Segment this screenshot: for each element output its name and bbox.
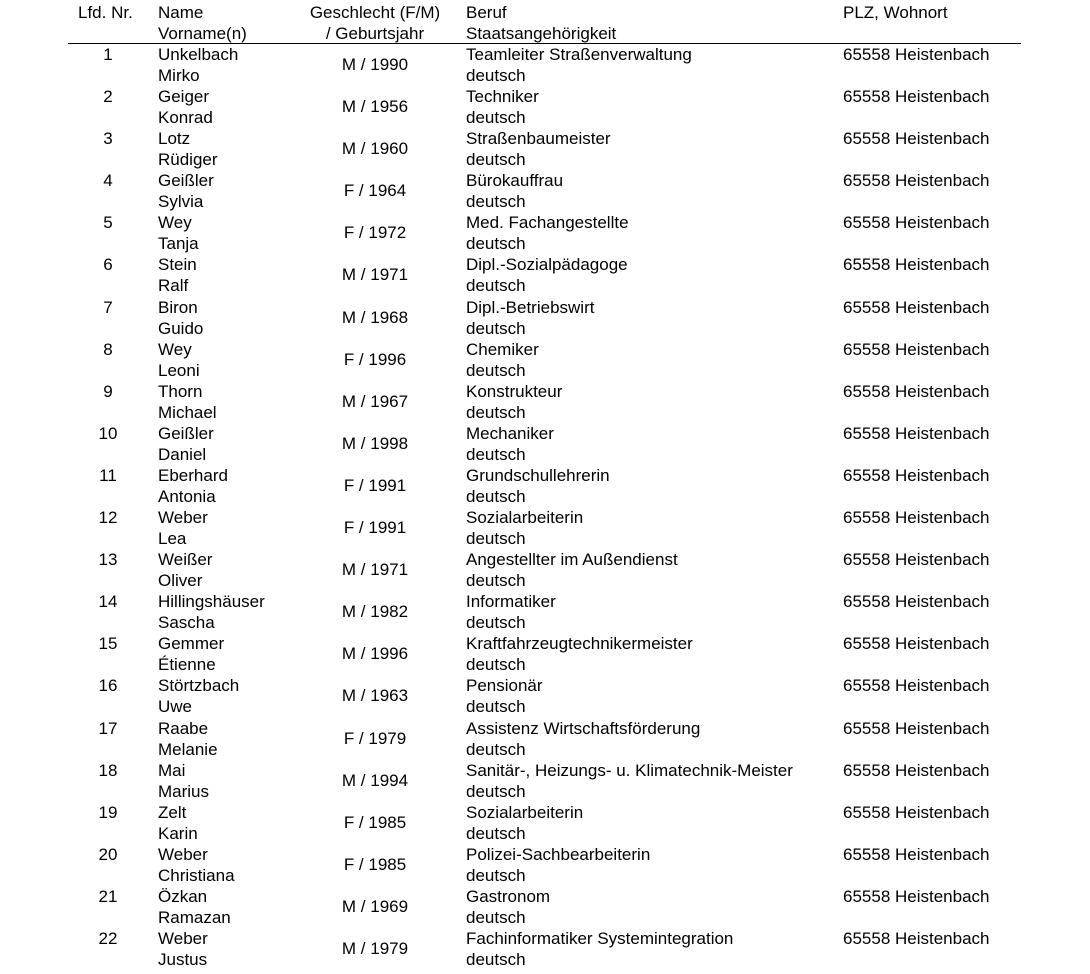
row-nr: 1 (103, 45, 113, 64)
row-job: Med. Fachangestellte (466, 213, 629, 233)
row-nr: 5 (103, 213, 113, 233)
row-last-name: Wey (158, 339, 192, 359)
row-job: Assistenz Wirtschaftsförderung (466, 718, 701, 738)
row-first-name: Antonia (158, 486, 216, 506)
row-job: Pensionär (466, 676, 543, 696)
row-nationality: deutsch (466, 529, 526, 549)
row-place: 65558 Heistenbach (843, 87, 990, 107)
row-nationality: deutsch (466, 402, 526, 422)
row-nr: 14 (98, 592, 118, 612)
table-row (0, 507, 1090, 549)
row-nr: 13 (98, 550, 118, 570)
row-last-name: Unkelbach (158, 45, 239, 64)
row-place: 65558 Heistenbach (843, 423, 990, 443)
row-nationality: deutsch (466, 949, 526, 969)
row-gender-year: F / 1991 (343, 518, 407, 538)
row-nr: 4 (103, 171, 113, 191)
row-nationality: deutsch (466, 655, 526, 675)
row-place: 65558 Heistenbach (843, 760, 990, 780)
row-last-name: Biron (158, 297, 198, 317)
row-place: 65558 Heistenbach (843, 381, 990, 401)
row-first-name: Tanja (158, 234, 199, 254)
row-first-name: Konrad (158, 108, 213, 128)
row-gender-year: F / 1991 (343, 475, 407, 495)
row-gender-year: F / 1985 (343, 854, 407, 874)
table-row (0, 423, 1090, 465)
row-last-name: Mai (158, 760, 186, 780)
row-place: 65558 Heistenbach (843, 45, 990, 64)
row-nr: 9 (103, 381, 113, 401)
row-nationality: deutsch (466, 108, 526, 128)
row-nationality: deutsch (466, 571, 526, 591)
row-nationality: deutsch (466, 739, 526, 759)
row-last-name: Thorn (158, 381, 203, 401)
header-name (158, 2, 247, 44)
row-last-name: Geißler (158, 423, 214, 443)
row-job: Dipl.-Sozialpädagoge (466, 255, 628, 275)
row-nr: 18 (98, 760, 118, 780)
row-place: 65558 Heistenbach (843, 550, 990, 570)
row-first-name: Ralf (158, 276, 189, 296)
row-gender-year: F / 1972 (343, 223, 407, 243)
row-nationality: deutsch (466, 697, 526, 717)
row-gender-year: M / 1998 (341, 433, 409, 453)
table-row (0, 339, 1090, 381)
row-job: Sozialarbeiterin (466, 802, 584, 822)
table-row (0, 633, 1090, 675)
row-nationality: deutsch (466, 360, 526, 380)
row-first-name: Karin (158, 823, 198, 843)
row-job: Techniker (466, 87, 539, 107)
row-last-name: Hillingshäuser (158, 592, 265, 612)
row-nationality: deutsch (466, 192, 526, 212)
table-row (0, 465, 1090, 507)
row-place: 65558 Heistenbach (843, 718, 990, 738)
row-place: 65558 Heistenbach (843, 634, 990, 654)
row-first-name: Étienne (158, 655, 216, 675)
row-nationality: deutsch (466, 444, 526, 464)
header-place (843, 2, 948, 23)
row-nr: 10 (98, 423, 118, 443)
row-last-name: Geißler (158, 171, 214, 191)
table-row (0, 297, 1090, 339)
row-job: Grundschullehrerin (466, 465, 610, 485)
row-nationality: deutsch (466, 781, 526, 801)
table-row (0, 381, 1090, 423)
row-gender-year: M / 1968 (341, 307, 409, 327)
row-first-name: Leoni (158, 360, 200, 380)
table-body (0, 44, 1090, 970)
table-row (0, 844, 1090, 886)
row-job: Fachinformatiker Systemintegration (466, 928, 734, 948)
header-name-line1: Name (158, 3, 204, 22)
row-first-name: Ramazan (158, 907, 231, 927)
header-place-label: PLZ, Wohnort (843, 3, 948, 22)
row-job: Informatiker (466, 592, 556, 612)
row-first-name: Daniel (158, 444, 207, 464)
row-nationality: deutsch (466, 865, 526, 885)
row-job: Polizei-Sachbearbeiterin (466, 844, 651, 864)
row-nr: 11 (99, 465, 117, 485)
table-row (0, 86, 1090, 128)
row-nr: 7 (103, 297, 113, 317)
row-gender-year: M / 1956 (341, 97, 409, 117)
row-nationality: deutsch (466, 486, 526, 506)
table-row (0, 718, 1090, 760)
row-job: Chemiker (466, 339, 539, 359)
header-nr-label: Lfd. Nr. (78, 3, 133, 22)
row-nationality: deutsch (466, 318, 526, 338)
row-nr: 6 (103, 255, 113, 275)
table-row (0, 675, 1090, 717)
row-job: Konstrukteur (466, 381, 563, 401)
row-gender-year: M / 1963 (341, 686, 409, 706)
row-gender-year: M / 1971 (341, 265, 409, 285)
row-last-name: Raabe (158, 718, 209, 738)
row-place: 65558 Heistenbach (843, 297, 990, 317)
header-name-line2: Vorname(n) (158, 24, 247, 43)
row-gender-year: M / 1960 (341, 139, 409, 159)
row-place: 65558 Heistenbach (843, 592, 990, 612)
table-row (0, 212, 1090, 254)
row-first-name: Sylvia (158, 192, 204, 212)
row-gender-year: M / 1979 (341, 938, 409, 958)
table-row (0, 549, 1090, 591)
row-gender-year: M / 1971 (341, 560, 409, 580)
row-last-name: Özkan (158, 886, 208, 906)
row-nr: 22 (98, 928, 118, 948)
header-gender-year (304, 2, 446, 44)
row-nationality: deutsch (466, 150, 526, 170)
table-row (0, 254, 1090, 296)
row-place: 65558 Heistenbach (843, 339, 990, 359)
row-gender-year: M / 1969 (341, 896, 409, 916)
row-last-name: Stein (158, 255, 197, 275)
row-place: 65558 Heistenbach (843, 213, 990, 233)
row-last-name: Wey (158, 213, 192, 233)
row-first-name: Michael (158, 402, 217, 422)
table-row (0, 128, 1090, 170)
row-gender-year: F / 1964 (343, 181, 407, 201)
row-nationality: deutsch (466, 907, 526, 927)
row-nationality: deutsch (466, 234, 526, 254)
row-nationality: deutsch (466, 66, 526, 85)
header-gender-line2: / Geburtsjahr (325, 24, 425, 43)
row-nr: 16 (98, 676, 118, 696)
row-first-name: Justus (158, 949, 208, 969)
row-nr: 20 (98, 844, 118, 864)
header-gender-line1: Geschlecht (F/M) (309, 3, 441, 22)
row-gender-year: F / 1996 (343, 349, 407, 369)
row-first-name: Mirko (158, 66, 200, 85)
row-place: 65558 Heistenbach (843, 171, 990, 191)
row-job: Mechaniker (466, 423, 554, 443)
row-first-name: Melanie (158, 739, 218, 759)
row-first-name: Guido (158, 318, 204, 338)
row-last-name: Zelt (158, 802, 187, 822)
row-last-name: Weißer (158, 550, 213, 570)
table-row (0, 591, 1090, 633)
row-first-name: Uwe (158, 697, 193, 717)
row-last-name: Störtzbach (158, 676, 240, 696)
header-job (466, 2, 616, 44)
row-nr: 21 (98, 886, 118, 906)
row-nationality: deutsch (466, 823, 526, 843)
row-place: 65558 Heistenbach (843, 129, 990, 149)
row-nationality: deutsch (466, 276, 526, 296)
row-job: Angestellter im Außendienst (466, 550, 678, 570)
row-job: Sanitär-, Heizungs- u. Klimatechnik-Meister (466, 760, 793, 780)
table-row (0, 886, 1090, 928)
row-gender-year: M / 1982 (341, 602, 409, 622)
row-place: 65558 Heistenbach (843, 676, 990, 696)
row-first-name: Sascha (158, 613, 215, 633)
row-nr: 15 (98, 634, 118, 654)
table-header (0, 2, 1090, 44)
row-job: Kraftfahrzeugtechnikermeister (466, 634, 693, 654)
row-gender-year: M / 1967 (341, 391, 409, 411)
row-last-name: Geiger (158, 87, 210, 107)
row-first-name: Marius (158, 781, 210, 801)
row-gender-year: M / 1990 (341, 55, 409, 74)
row-nr: 8 (103, 339, 113, 359)
row-last-name: Lotz (158, 129, 191, 149)
row-place: 65558 Heistenbach (843, 508, 990, 528)
row-nr: 12 (98, 508, 118, 528)
row-first-name: Christiana (158, 865, 235, 885)
row-job: Bürokauffrau (466, 171, 564, 191)
row-place: 65558 Heistenbach (843, 928, 990, 948)
table-row (0, 44, 1090, 86)
row-last-name: Weber (158, 844, 208, 864)
table-row (0, 170, 1090, 212)
header-job-line1: Beruf (466, 3, 507, 22)
row-last-name: Gemmer (158, 634, 225, 654)
table-row (0, 802, 1090, 844)
row-job: Dipl.-Betriebswirt (466, 297, 595, 317)
row-gender-year: M / 1994 (341, 770, 409, 790)
row-job: Gastronom (466, 886, 551, 906)
row-job: Straßenbaumeister (466, 129, 611, 149)
row-job: Sozialarbeiterin (466, 508, 584, 528)
row-nr: 19 (98, 802, 118, 822)
row-gender-year: F / 1979 (343, 728, 407, 748)
row-first-name: Oliver (158, 571, 203, 591)
row-first-name: Lea (158, 529, 187, 549)
row-last-name: Weber (158, 508, 208, 528)
row-place: 65558 Heistenbach (843, 886, 990, 906)
row-place: 65558 Heistenbach (843, 465, 990, 485)
row-place: 65558 Heistenbach (843, 255, 990, 275)
row-nr: 3 (103, 129, 113, 149)
row-nr: 17 (98, 718, 118, 738)
row-place: 65558 Heistenbach (843, 802, 990, 822)
table-row (0, 760, 1090, 802)
row-nr: 2 (103, 87, 113, 107)
row-job: Teamleiter Straßenverwaltung (466, 45, 692, 64)
row-place: 65558 Heistenbach (843, 844, 990, 864)
table-row (0, 928, 1090, 970)
header-job-line2: Staatsangehörigkeit (466, 24, 617, 43)
row-last-name: Weber (158, 928, 208, 948)
row-last-name: Eberhard (158, 465, 228, 485)
row-first-name: Rüdiger (158, 150, 218, 170)
row-gender-year: F / 1985 (343, 812, 407, 832)
row-nationality: deutsch (466, 613, 526, 633)
row-gender-year: M / 1996 (341, 644, 409, 664)
header-nr (78, 2, 133, 23)
